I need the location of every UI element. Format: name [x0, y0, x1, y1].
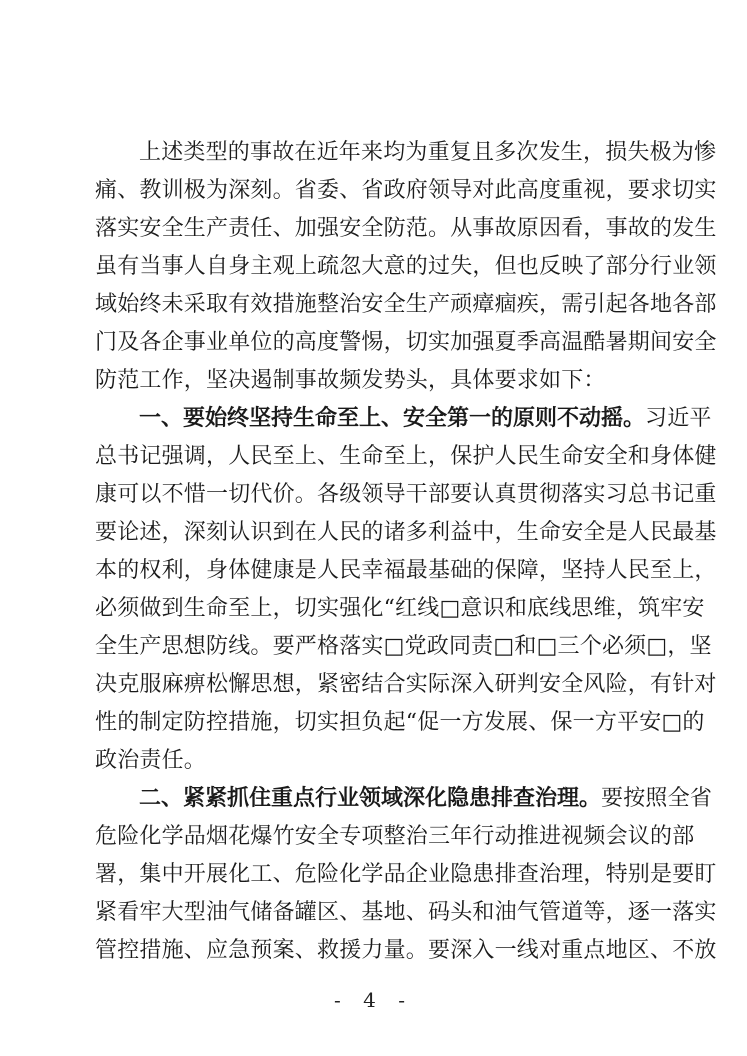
section-heading: 二、紧紧抓住重点行业领域深化隐患排查治理。: [139, 786, 602, 811]
paragraph-line: 紧看牢大型油气储备罐区、基地、码头和油气管道等，逐一落实: [95, 900, 717, 925]
page-number: - 4 -: [334, 988, 413, 1012]
paragraph-line: 痛、教训极为深刻。省委、省政府领导对此高度重视，要求切实: [95, 178, 717, 203]
paragraph-line: 落实安全生产责任、加强安全防范。从事故原因看，事故的发生: [95, 216, 717, 241]
paragraph-line: 性的制定防控措施，切实担负起“促一方发展、保一方平安□的: [95, 710, 705, 735]
paragraph-line: 署，集中开展化工、危险化学品企业隐患排查治理，特别是要盯: [95, 862, 717, 887]
section-first-line-text: 习近平: [645, 406, 712, 431]
paragraph-line: 政治责任。: [95, 748, 207, 773]
paragraph-line: 域始终未采取有效措施整治安全生产顽瘴痼疾，需引起各地各部: [95, 292, 717, 317]
section-first-line: [139, 786, 713, 812]
paragraph-line: 危险化学品烟花爆竹安全专项整治三年行动推进视频会议的部: [95, 824, 695, 849]
paragraph-line: 全生产思想防线。要严格落实□党政同责□和□三个必须□，坚: [95, 634, 712, 659]
paragraph-line: 总书记强调，人民至上、生命至上，保护人民生命安全和身体健: [95, 444, 717, 469]
section-first-line-text: 要按照全省: [601, 786, 713, 811]
paragraph-line: 防范工作，坚决遏制事故频发势头，具体要求如下：: [95, 368, 606, 393]
paragraph-line: 门及各企事业单位的高度警惕，切实加强夏季高温酷暑期间安全: [95, 330, 717, 355]
section-first-line: [139, 406, 712, 432]
paragraph-line: 决克服麻痹松懈思想，紧密结合实际深入研判安全风险，有针对: [95, 672, 717, 697]
section-heading: 一、要始终坚持生命至上、安全第一的原则不动摇。: [139, 406, 646, 431]
paragraph-line: 康可以不惜一切代价。各级领导干部要认真贯彻落实习总书记重: [95, 482, 717, 507]
paragraph-line: 必须做到生命至上，切实强化“红线□意识和底线思维，筑牢安: [95, 596, 705, 621]
paragraph-line: 要论述，深刻认识到在人民的诸多利益中，生命安全是人民最基: [95, 520, 717, 545]
paragraph-line: 管控措施、应急预案、救援力量。要深入一线对重点地区、不放: [95, 938, 717, 963]
paragraph-line: 上述类型的事故在近年来均为重复且多次发生，损失极为惨: [139, 140, 717, 165]
paragraph-line: 虽有当事人自身主观上疏忽大意的过失，但也反映了部分行业领: [95, 254, 717, 279]
paragraph-line: 本的权利，身体健康是人民幸福最基础的保障，坚持人民至上，: [95, 558, 717, 583]
